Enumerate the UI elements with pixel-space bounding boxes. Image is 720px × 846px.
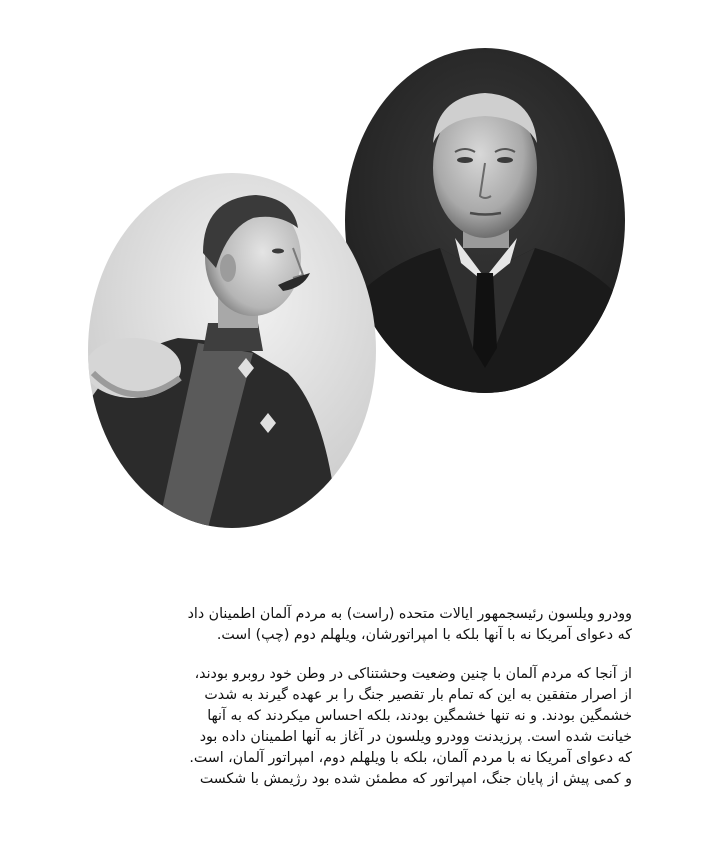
body-line: خشمگین بودند. و نه تنها خشمگین بودند، بلکه احساس میکردند که به آنها: [207, 708, 632, 724]
portrait-woodrow-wilson-image: [345, 48, 625, 393]
body-line: که دعوای آمریکا نه با مردم آلمان، بلکه با ویلهلم دوم، امپراتور آلمان، است.: [189, 750, 632, 766]
portrait-wilhelm-ii: [88, 173, 376, 528]
body-line: و کمی پیش از پایان جنگ، امپراتور که مطمئن شده بود رژیمش با شکست: [199, 771, 632, 787]
caption-line: وودرو ویلسون رئیسجمهور ایالات متحده (راست) به مردم آلمان اطمینان داد: [187, 606, 632, 622]
body-line: از اصرار متفقین به این که تمام بار تقصیر جنگ را بر عهده گیرند به شدت: [204, 687, 632, 703]
body-line: از آنجا که مردم آلمان با چنین وضعیت وحشتناکی در وطن خود روبرو بودند،: [194, 666, 632, 682]
body-paragraph: [86, 664, 632, 790]
portrait-caption: [86, 604, 632, 646]
caption-line: که دعوای آمریکا نه با آنها بلکه با امپراتورشان، ویلهلم دوم (چپ) است.: [216, 627, 632, 643]
body-line: خیانت شده است. پرزیدنت وودرو ویلسون در آغاز به آنها اطمینان داده بود: [199, 729, 632, 745]
portrait-wilhelm-ii-image: [88, 173, 376, 528]
portrait-woodrow-wilson: [345, 48, 625, 393]
